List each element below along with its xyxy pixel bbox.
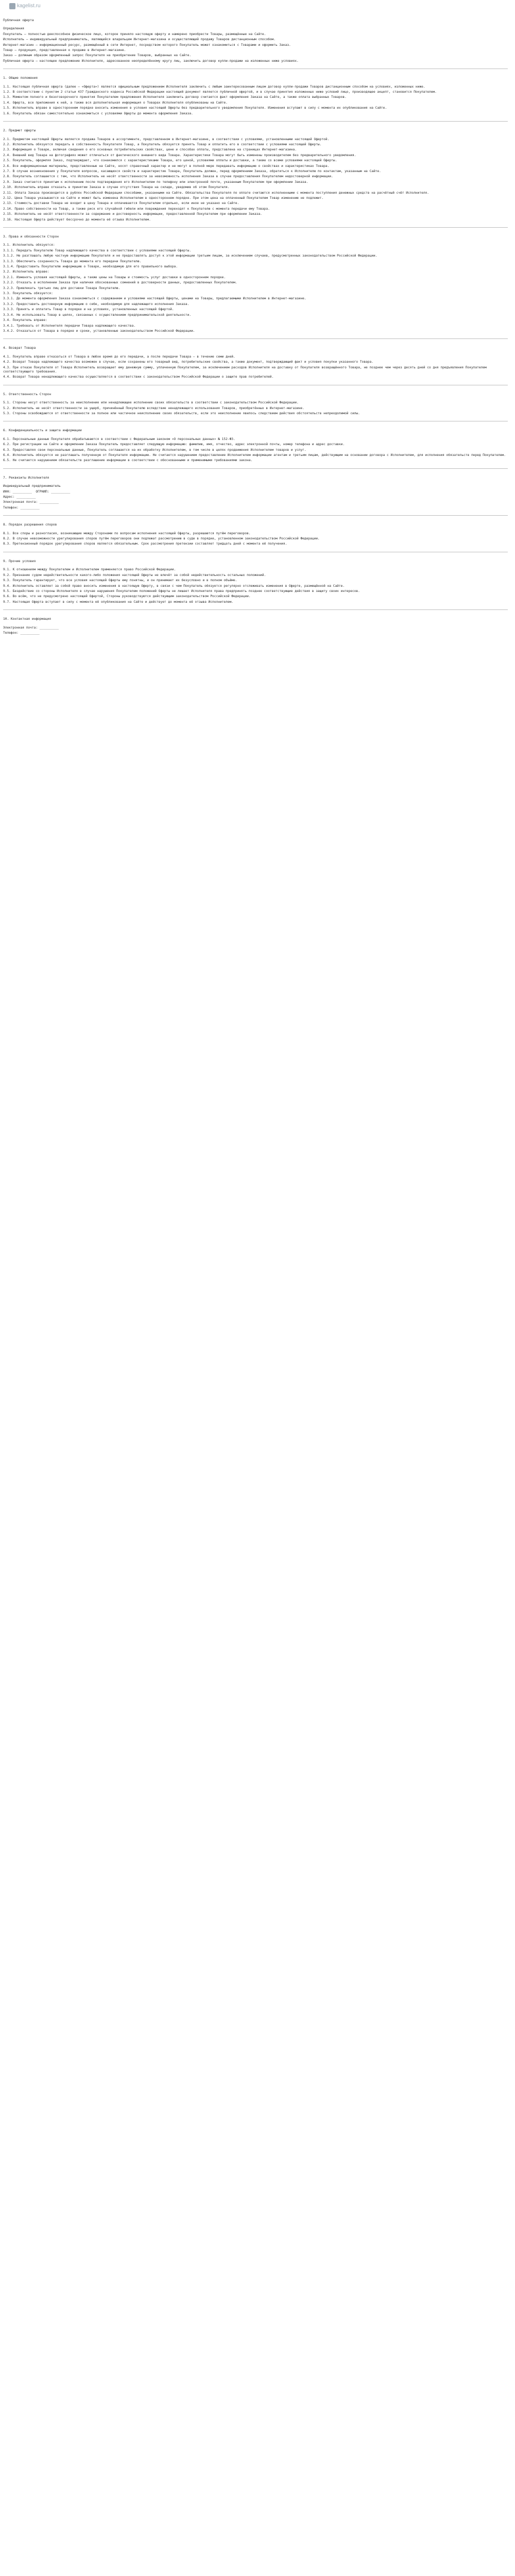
section-title: 5. Ответственность Сторон (3, 392, 52, 396)
document-section (3, 235, 508, 333)
section-paragraph: 1.1. Настоящая публичная оферта (далее — «Оферта») является официальным предложением Исполнителя заключить с любым заинтересованным лицом договор купли-продажи Товаров дистанционным способом на условиях, изложенных ниже. (3, 84, 425, 89)
section-title: 1. Общие положения (3, 76, 38, 80)
definition-item: Интернет-магазин — информационный ресурс, размещённый в сети Интернет, посредством которого Покупатель может ознакомиться с Товарами и оформить Заказ. (3, 43, 291, 47)
sections-container (3, 69, 508, 635)
offer-document (3, 19, 508, 636)
section-paragraph: 4.3. При отказе Покупателя от Товара Исполнитель возвращает ему денежную сумму, уплаченную Покупателем, за исключением расходов Исполнителя на доставку от Покупателя возвращённого Товара, не позднее чем через десять дней со дня предъявления Покупателем соответствующего требования. (3, 365, 489, 374)
section-title: 6. Конфиденциальность и защита информации (3, 429, 82, 433)
section-paragraph: 3.3.3. Принять и оплатить Товар в порядке и на условиях, установленных настоящей Офертой. (3, 308, 174, 312)
section-paragraph: 6.2. При регистрации на Сайте и оформлении Заказа Покупатель предоставляет следующую информацию: фамилию, имя, отчество, адрес электронной почты, номер телефона и адрес доставки. (3, 443, 345, 447)
section-divider (3, 468, 508, 469)
section-paragraph: 3.3.1. До момента оформления Заказа ознакомиться с содержанием и условиями настоящей Оферты, ценами на Товары, предлагаемыми Исполнителем в Интернет-магазине. (3, 297, 306, 301)
section-divider (3, 515, 508, 516)
section-paragraph: 2.12. Цена Товара указывается на Сайте и может быть изменена Исполнителем в одностороннем порядке. При этом цена на оплаченный Покупателем Товар изменению не подлежит. (3, 196, 324, 200)
section-title: 9. Прочие условия (3, 559, 36, 563)
section-divider (3, 121, 508, 122)
section-paragraph: 2.4. Внешний вид Товара на фотографиях может отличаться от фактического внешнего вида Товара. Характеристики Товара могут быть изменены производителем без предварительного уведомления. (3, 153, 356, 157)
definition-item: Покупатель — полностью дееспособное физическое лицо, которое приняло настоящую оферту и намерено приобрести Товары, размещённые на Сайте. (3, 32, 266, 36)
section-paragraph: 2.5. Покупатель, оформляя Заказ, подтверждает, что ознакомился с характеристиками Товара, его ценой, условиями оплаты и доставки, а также со всеми условиями настоящей Оферты. (3, 159, 337, 163)
section-paragraph: 2.14. Право собственности на Товар, а также риск его случайной гибели или повреждения переходят к Покупателю с момента передачи ему Товара. (3, 207, 270, 211)
definition-item: Публичная оферта — настоящее предложение Исполнителя, адресованное неопределённому кругу лиц, заключить договор купли-продажи на изложенных ниже условиях. (3, 59, 299, 63)
section-divider (3, 227, 508, 228)
section-title: 3. Права и обязанности Сторон (3, 235, 59, 239)
section-paragraph: ИНН: __________ ОГРНИП: __________ (3, 489, 71, 494)
site-logo[interactable] (9, 3, 71, 12)
section-paragraph: 5.2. Исполнитель не несёт ответственности за ущерб, причинённый Покупателю вследствие ненадлежащего использования Товаров, приобретённых в Интернет-магазине. (3, 406, 304, 410)
section-paragraph: Телефон: __________ (3, 631, 40, 635)
section-paragraph: 1.2. В соответствии с пунктом 2 статьи 437 Гражданского кодекса Российской Федерации настоящий документ является публичной офертой, и в случае принятия изложенных ниже условий лицо, производящее акцепт, становится Покупателем. (3, 90, 437, 94)
section-paragraph: 5.3. Стороны освобождаются от ответственности за полное или частичное неисполнение своих обязательств, если это неисполнение явилось следствием действия обстоятельств непреодолимой силы. (3, 411, 360, 415)
section-paragraph: 4.4. Возврат Товара ненадлежащего качества осуществляется в соответствии с законодательством Российской Федерации о защите прав потребителей. (3, 375, 274, 379)
section-paragraph: 2.3. Информация о Товаре, включая сведения о его основных потребительских свойствах, цене и способах оплаты, представлена на страницах Интернет-магазина. (3, 148, 297, 152)
logo-icon (9, 3, 15, 9)
section-paragraph: 1.3. Моментом полного и безоговорочного принятия Покупателем предложения Исполнителя заключить договор считается факт оформления Заказа на Сайте, а также оплата выбранных Товаров. (3, 95, 347, 99)
section-paragraph: 9.3. Покупатель гарантирует, что все условия настоящей Оферты ему понятны, и он принимает их безусловно и в полном объёме. (3, 579, 237, 583)
document-section (3, 617, 508, 635)
section-paragraph: 2.9. Заказ считается принятым к исполнению после подтверждения его Исполнителем по телефону или электронной почте, указанным Покупателем при оформлении Заказа. (3, 180, 308, 184)
document-section (3, 393, 508, 416)
section-paragraph: 3.3.4. Не использовать Товар в целях, связанных с осуществлением предпринимательской деятельности. (3, 313, 192, 317)
section-title: 8. Порядок разрешения споров (3, 523, 57, 527)
section-paragraph: 2.1. Предметом настоящей Оферты является продажа Товаров в ассортименте, представленном в Интернет-магазине, в соответствии с условиями, установленными настоящей Офертой. (3, 137, 330, 141)
document-section (3, 560, 508, 604)
section-paragraph: Электронная почта: __________ (3, 625, 59, 630)
section-paragraph: 6.4. Исполнитель обязуется не разглашать полученную от Покупателя информацию. Не считается нарушением предоставление Исполнителем информации агентам и третьим лицам, действующим на основании договора с Исполнителем, для исполнения обязательств перед Покупателем. (3, 453, 506, 457)
section-paragraph: 9.2. Признание судом недействительности какого-либо положения настоящей Оферты не влечёт за собой недействительность остальных положений. (3, 573, 266, 577)
section-paragraph: Электронная почта: __________ (3, 500, 59, 504)
section-paragraph: 3.1.4. Предоставить Покупателю информацию о Товаре, необходимую для его правильного выбора. (3, 265, 178, 269)
section-paragraph: 3.4.1. Требовать от Исполнителя передачи Товара надлежащего качества. (3, 324, 136, 328)
document-section (3, 523, 508, 547)
section-paragraph: 3.2.2. Отказать в исполнении Заказа при наличии обоснованных сомнений в достоверности данных, предоставленных Покупателем. (3, 281, 237, 285)
section-title: 2. Предмет оферты (3, 129, 36, 133)
section-paragraph: 2.10. Исполнитель вправе отказать в принятии Заказа в случае отсутствия Товара на складе, уведомив об этом Покупателя. (3, 185, 230, 190)
document-section (3, 76, 508, 116)
section-paragraph: 1.4. Оферта, все приложения к ней, а также вся дополнительная информация о Товарах Исполнителя опубликованы на Сайте. (3, 100, 228, 105)
definition-item: Заказ — должным образом оформленный запрос Покупателя на приобретение Товаров, выбранных на Сайте. (3, 54, 192, 58)
definition-item: Товар — продукция, представленная к продаже в Интернет-магазине. (3, 48, 126, 53)
page-title: Публичная оферта (3, 19, 34, 22)
section-paragraph: 2.13. Стоимость доставки Товара не входит в цену Товара и оплачивается Покупателем отдельно, если иное не указано на Сайте. (3, 201, 239, 206)
section-paragraph: 6.1. Персональные данные Покупателя обрабатываются в соответствии с Федеральным законом «О персональных данных» № 152-ФЗ. (3, 437, 235, 441)
section-paragraph: 3.1.2. Не разглашать любую частную информацию Покупателя и не предоставлять доступ к этой информации третьим лицам, за исключением случаев, предусмотренных законодательством Российской Федерации. (3, 254, 377, 258)
section-paragraph: 3.2. Исполнитель вправе: (3, 270, 49, 274)
section-paragraph: Телефон: __________ (3, 505, 40, 510)
section-paragraph: 3.1.3. Обеспечить сохранность Товара до момента его передачи Покупателю. (3, 259, 142, 263)
definitions-block (3, 27, 508, 63)
section-paragraph: 3.1. Исполнитель обязуется: (3, 243, 55, 247)
section-paragraph: 2.2. Исполнитель обязуется передать в собственность Покупателя Товар, а Покупатель обязуется принять Товар и оплатить его в соответствии с условиями настоящей Оферты. (3, 142, 322, 146)
section-paragraph: 9.7. Настоящая Оферта вступает в силу с момента её опубликования на Сайте и действует до момента её отзыва Исполнителем. (3, 600, 234, 604)
document-section (3, 429, 508, 463)
section-paragraph: 1.5. Исполнитель вправе в одностороннем порядке вносить изменения в условия настоящей Оферты без предварительного уведомления Покупателя. Изменения вступают в силу с момента их опубликования на Сайте. (3, 106, 387, 110)
section-paragraph: 2.6. Все информационные материалы, представленные на Сайте, носят справочный характер и не могут в полной мере передавать информацию о свойствах и характеристиках Товара. (3, 164, 330, 168)
definition-item: Исполнитель — индивидуальный предприниматель, являющийся владельцем Интернет-магазина и осуществляющий продажу Товаров дистанционным способом. (3, 38, 276, 42)
section-paragraph: 2.16. Настоящая Оферта действует бессрочно до момента её отзыва Исполнителем. (3, 217, 151, 222)
section-paragraph: 3.2.1. Изменять условия настоящей Оферты, а также цены на Товары и стоимость услуг доставки в одностороннем порядке. (3, 275, 226, 279)
section-paragraph: 5.1. Стороны несут ответственность за неисполнение или ненадлежащее исполнение своих обязательств в соответствии с законодательством Российской Федерации. (3, 401, 299, 405)
section-paragraph: 9.5. Бездействие со стороны Исполнителя в случае нарушения Покупателем положений Оферты не лишает Исполнителя права предпринять позднее соответствующие действия в защиту своих интересов. (3, 589, 360, 593)
section-paragraph: 9.6. Во всём, что не предусмотрено настоящей Офертой, Стороны руководствуются действующим законодательством Российской Федерации. (3, 595, 251, 599)
section-paragraph: 8.2. В случае невозможности урегулирования споров путём переговоров они подлежат рассмотрению в суде в порядке, установленном законодательством Российской Федерации. (3, 537, 320, 541)
section-paragraph: 8.1. Все споры и разногласия, возникающие между Сторонами по вопросам исполнения настоящей Оферты, разрешаются путём переговоров. (3, 531, 251, 535)
section-paragraph: 1.6. Покупатель обязан самостоятельно ознакомиться с условиями Оферты до момента оформления Заказа. (3, 111, 193, 115)
section-paragraph: 2.15. Исполнитель не несёт ответственности за содержание и достоверность информации, предоставленной Покупателем при оформлении Заказа. (3, 212, 262, 216)
section-paragraph: 2.8. Покупатель соглашается с тем, что Исполнитель не несёт ответственности за невозможность исполнения Заказа в случае предоставления Покупателем недостоверной информации. (3, 175, 333, 179)
section-paragraph: 3.1.1. Передать Покупателю Товар надлежащего качества в соответствии с условиями настоящей Оферты. (3, 248, 192, 252)
section-paragraph: 2.11. Оплата Заказа производится в рублях Российской Федерации способами, указанными на Сайте. Обязательства Покупателя по оплате считаются исполненными с момента поступления денежных средств на расчётный счёт Исполнителя. (3, 191, 429, 195)
section-paragraph: 3.2.3. Привлекать третьих лиц для доставки Товара Покупателю. (3, 286, 121, 290)
section-paragraph: 3.4. Покупатель вправе: (3, 318, 47, 323)
section-paragraph: 4.1. Покупатель вправе отказаться от Товара в любое время до его передачи, а после передачи Товара — в течение семи дней. (3, 354, 235, 359)
section-paragraph: 4.2. Возврат Товара надлежащего качества возможен в случае, если сохранены его товарный вид, потребительские свойства, а также документ, подтверждающий факт и условия покупки указанного Товара. (3, 360, 373, 364)
section-paragraph: 6.3. Предоставляя свои персональные данные, Покупатель соглашается на их обработку Исполнителем, в том числе в целях продвижения Исполнителем товаров и услуг. (3, 448, 306, 452)
document-section (3, 476, 508, 510)
section-paragraph: 3.3. Покупатель обязуется: (3, 292, 53, 296)
section-paragraph: 6.5. Не считается нарушением обязательств разглашение информации в соответствии с обоснованными и применимыми требованиями закона. (3, 459, 253, 463)
section-paragraph: 3.3.2. Предоставить достоверную информацию о себе, необходимую для надлежащего исполнения Заказа. (3, 302, 190, 306)
section-paragraph: 9.1. К отношениям между Покупателем и Исполнителем применяется право Российской Федерации. (3, 568, 176, 572)
definitions-heading: Определения (3, 27, 24, 31)
section-paragraph: 3.4.2. Отказаться от Товара в порядке и сроки, установленные законодательством Российской Федерации. (3, 329, 195, 333)
section-paragraph: Индивидуальный предприниматель (3, 484, 61, 488)
section-paragraph: 8.3. Претензионный порядок урегулирования споров является обязательным. Срок рассмотрения претензии составляет тридцать дней с момента её получения. (3, 542, 287, 546)
section-divider (3, 609, 508, 610)
logo-text: kagelist.ru (17, 3, 41, 9)
section-divider (3, 338, 508, 339)
document-section (3, 346, 508, 379)
section-paragraph: 9.4. Исполнитель оставляет за собой право вносить изменения в настоящую Оферту, в связи с чем Покупатель обязуется регулярно отслеживать изменения в Оферте, размещённой на Сайте. (3, 584, 345, 588)
section-paragraph: Адрес: __________ (3, 495, 36, 499)
section-paragraph: 2.7. В случае возникновения у Покупателя вопросов, касающихся свойств и характеристик Товара, Покупатель должен, перед оформлением Заказа, обратиться к Исполнителю по контактам, указанным на Сайте. (3, 169, 381, 173)
section-title: 10. Контактная информация (3, 617, 52, 621)
section-title: 4. Возврат Товара (3, 346, 36, 350)
section-title: 7. Реквизиты Исполнителя (3, 476, 49, 480)
document-section (3, 129, 508, 222)
